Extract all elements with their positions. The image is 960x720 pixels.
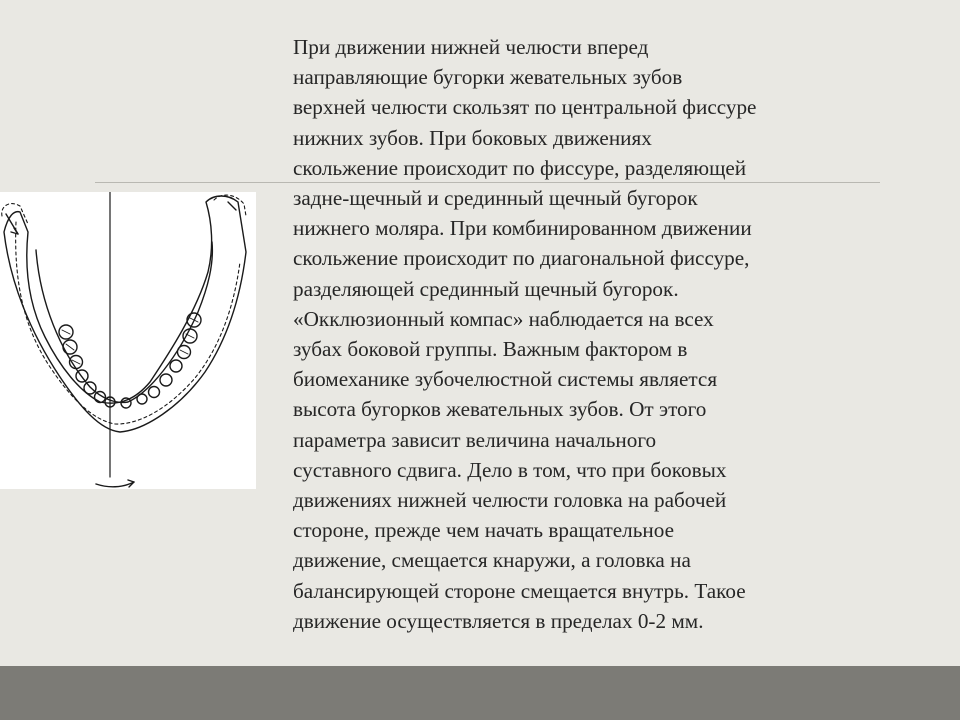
text-line: скольжение происходит по фиссуре, разделяющей (293, 155, 747, 180)
text-line: движение, смещается кнаружи, а головка на (293, 548, 691, 573)
text-line: зубах боковой группы. Важным фактором в (293, 337, 688, 362)
text-line: нижнего моляра. При комбинированном движении (293, 216, 752, 241)
text-line: задне-щечный и срединный щечный бугорок (293, 186, 698, 211)
text-line: суставного сдвига. Дело в том, что при боковых (293, 457, 727, 482)
text-line: стороне, прежде чем начать вращательное (293, 518, 675, 543)
text-line: движение осуществляется в пределах 0-2 мм. (293, 608, 704, 633)
bottom-band (0, 666, 960, 720)
text-line: балансирующей стороне смещается внутрь. Такое (293, 578, 746, 603)
text-line: биомеханике зубочелюстной системы является (293, 367, 718, 392)
text-line: движениях нижней челюсти головка на рабочей (293, 488, 727, 513)
text-line: параметра зависит величина начального (293, 427, 657, 452)
text-line: При движении нижней челюсти вперед (293, 35, 649, 59)
text-line: разделяющей срединный щечный бугорок. (293, 276, 679, 301)
text-line: нижних зубов. При боковых движениях (293, 125, 652, 150)
mandible-drawing (0, 192, 256, 489)
text-line: направляющие бугорки жевательных зубов (293, 65, 683, 90)
text-line: скольжение происходит по диагональной фиссуре, (293, 246, 750, 271)
mandible-diagram (0, 192, 256, 489)
body-text (293, 32, 893, 636)
text-line: высота бугорков жевательных зубов. От этого (293, 397, 707, 422)
text-line: «Окклюзионный компас» наблюдается на всех (293, 306, 714, 331)
text-line: верхней челюсти скользят по центральной фиссуре (293, 95, 757, 120)
